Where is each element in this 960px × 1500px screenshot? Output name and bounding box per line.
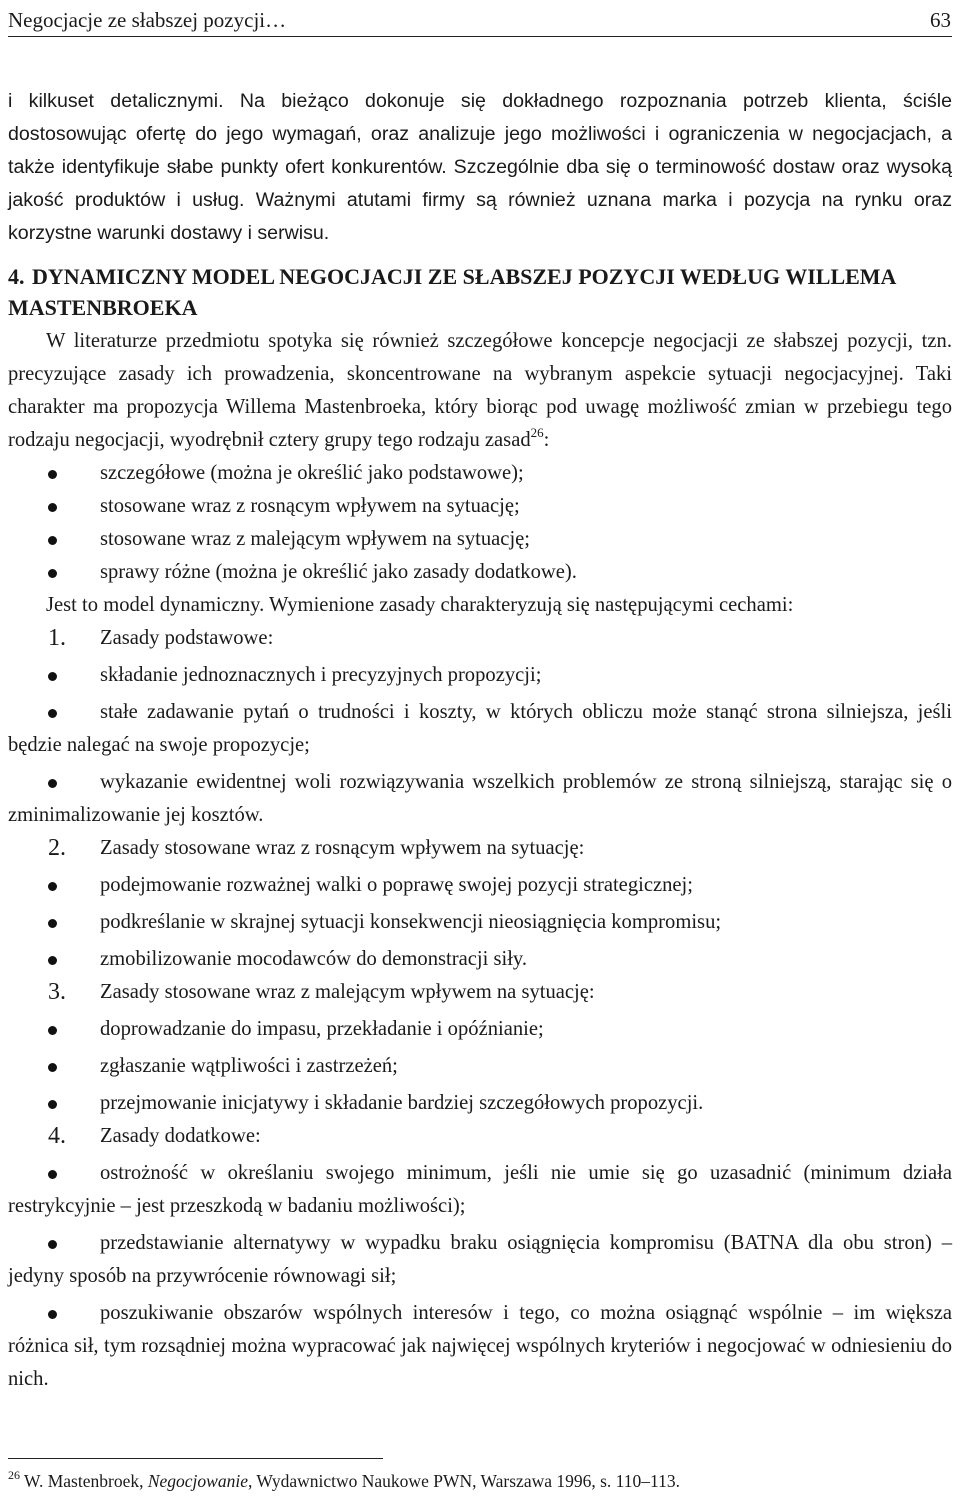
list-item (8, 766, 952, 832)
list-item (8, 1013, 952, 1046)
footnote-marker: 26 (8, 1468, 20, 1482)
list-item (8, 943, 952, 976)
list-item-text: stałe zadawanie pytań o trudności i koszty, w których obliczu może stanąć strona silniejsza, jeśli będzie nalegać na swoje propozycje; (8, 701, 952, 756)
item-number: 4. (48, 1123, 66, 1149)
list-item (8, 1227, 952, 1293)
section-title: DYNAMICZNY MODEL NEGOCJACJI ZE SŁABSZEJ POZYCJI WEDŁUG WILLEMA MASTENBROEKA (8, 264, 896, 320)
list-item-text: sprawy różne (można je określić jako zasady dodatkowe). (100, 561, 577, 583)
paragraph-colon: : (543, 429, 550, 451)
bullet-icon (48, 882, 57, 891)
list-item-text: ostrożność w określaniu swojego minimum, jeśli nie umie się go uzasadnić (minimum działa restrykcyjnie – jest przeszkodą w badaniu możliwości); (8, 1162, 952, 1217)
bullet-icon (48, 956, 57, 965)
numbered-heading-2 (8, 832, 952, 865)
section-paragraph-1 (8, 325, 952, 457)
footnote-ref: 26 (530, 425, 544, 440)
item-number: 3. (48, 979, 66, 1005)
list-item (8, 1157, 952, 1223)
list-item-text: zgłaszanie wątpliwości i zastrzeżeń; (100, 1055, 398, 1077)
bullet-icon (48, 709, 57, 718)
bullet-icon (48, 919, 57, 928)
list-item (8, 906, 952, 939)
bullet-icon (48, 1100, 57, 1109)
page-number: 63 (930, 8, 951, 32)
list-item-text: zmobilizowanie mocodawców do demonstracji siły. (100, 948, 528, 970)
section-paragraph-2: Jest to model dynamiczny. Wymienione zasady charakteryzują się następującymi cechami: (46, 594, 794, 616)
bullet-icon (48, 503, 57, 512)
intro-paragraph: i kilkuset detalicznymi. Na bieżąco dokonuje się dokładnego rozpoznania potrzeb klienta, ściśle dostosowując ofertę do jego wymagań, oraz analizuje jego możliwości i ograniczenia w negocjacjach, a także identyfikuje słabe punkty ofert konkurentów. Szczególnie dba się o terminowość dostaw oraz wysoką jakość produktów i usług. Ważnymi atutami firmy są również uznana marka i pozycja na rynku oraz korzystne warunki dostawy i serwisu. (8, 90, 952, 244)
main-text (8, 85, 952, 1396)
list-item-text: przejmowanie inicjatywy i składanie bardziej szczegółowych propozycji. (100, 1092, 704, 1114)
bullet-icon (48, 1026, 57, 1035)
list-item (8, 869, 952, 902)
running-title: Negocjacje ze słabszej pozycji… (8, 8, 287, 32)
list-item (8, 1297, 952, 1396)
item-title: Zasady podstawowe: (100, 627, 274, 649)
section-heading (8, 261, 952, 323)
numbered-heading-1 (8, 622, 952, 655)
list-item (8, 659, 952, 692)
item-title: Zasady stosowane wraz z rosnącym wpływem na sytuację: (100, 837, 585, 859)
list-item-text: poszukiwanie obszarów wspólnych interesów i tego, co można osiągnąć wspólnie – im większa różnica sił, tym rozsądniej można wypracować jak najwięcej wspólnych kryteriów i negocjować w odniesieniu do nich. (8, 1302, 952, 1390)
item-number: 1. (48, 625, 66, 651)
numbered-heading-4 (8, 1120, 952, 1153)
list-item-text: podejmowanie rozważnej walki o poprawę swojej pozycji strategicznej; (100, 874, 693, 896)
footnote (8, 1468, 680, 1494)
footnote-author: W. Mastenbroek, (20, 1471, 148, 1491)
list-item-text: składanie jednoznacznych i precyzyjnych propozycji; (100, 664, 542, 686)
bullet-icon (48, 569, 57, 578)
bullet-icon (48, 470, 57, 479)
bullet-icon (48, 1170, 57, 1179)
section-number: 4. (8, 264, 25, 289)
list-item (8, 696, 952, 762)
bullet-icon (48, 1063, 57, 1072)
bullet-icon (48, 672, 57, 681)
bullet-icon (48, 1240, 57, 1249)
list-item (8, 490, 952, 523)
list-item (8, 1050, 952, 1083)
footnote-publication: , Wydawnictwo Naukowe PWN, Warszawa 1996, s. 110–113. (247, 1471, 681, 1491)
list-item-text: stosowane wraz z rosnącym wpływem na sytuację; (100, 495, 520, 517)
list-item-text: podkreślanie w skrajnej sytuacji konsekwencji nieosiągnięcia kompromisu; (100, 911, 722, 933)
list-item-text: doprowadzanie do impasu, przekładanie i opóźnianie; (100, 1018, 544, 1040)
list-item-text: szczegółowe (można je określić jako podstawowe); (100, 462, 524, 484)
list-item (8, 556, 952, 589)
running-header (8, 0, 952, 37)
item-title: Zasady stosowane wraz z malejącym wpływem na sytuację: (100, 981, 595, 1003)
item-title: Zasady dodatkowe: (100, 1125, 261, 1147)
numbered-heading-3 (8, 976, 952, 1009)
footnote-divider (8, 1458, 383, 1459)
list-item (8, 1087, 952, 1120)
groups-list (8, 457, 952, 589)
item-number: 2. (48, 835, 66, 861)
bullet-icon (48, 1310, 57, 1319)
list-item-text: stosowane wraz z malejącym wpływem na sytuację; (100, 528, 531, 550)
paragraph-text: W literaturze przedmiotu spotyka się również szczegółowe koncepcje negocjacji ze słabszej pozycji, tzn. precyzujące zasady ich prowadzenia, skoncentrowane na wybranym aspekcie sytuacji negocjacyjnej. Taki charakter ma propozycja Willema Mastenbroeka, który biorąc pod uwagę możliwość zmian w przebiegu tego rodzaju negocjacji, wyodrębnił cztery grupy tego rodzaju zasad (8, 330, 952, 451)
list-item (8, 457, 952, 490)
footnote-book-title: Negocjowanie (147, 1471, 248, 1491)
bullet-icon (48, 779, 57, 788)
list-item (8, 523, 952, 556)
bullet-icon (48, 536, 57, 545)
list-item-text: wykazanie ewidentnej woli rozwiązywania wszelkich problemów ze stroną silniejszą, starając się o zminimalizowanie jej kosztów. (8, 771, 952, 826)
list-item-text: przedstawianie alternatywy w wypadku braku osiągnięcia kompromisu (BATNA dla obu stron) – jedyny sposób na przywrócenie równowagi sił; (8, 1232, 952, 1287)
